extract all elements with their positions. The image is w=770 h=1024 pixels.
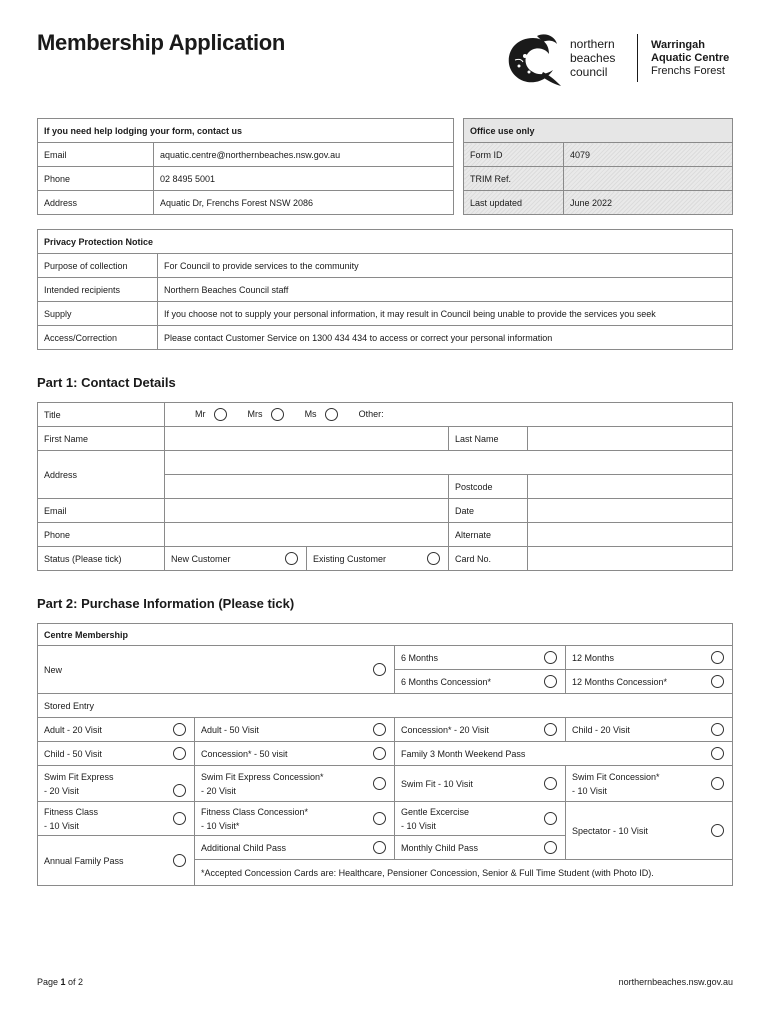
help-heading: If you need help lodging your form, contact us [38,119,454,143]
family3-option [395,742,733,766]
swimfit-conc-sub: - 10 Visit [572,785,607,796]
swimfit-express-option [38,766,195,802]
child20-label: Child - 20 Visit [572,724,630,735]
centre-line-2: Aquatic Centre [651,52,730,64]
child20-option [566,718,733,742]
office-heading: Office use only [464,119,733,143]
office-trim-value [564,167,733,191]
privacy-table [37,229,733,350]
footer-url: northernbeaches.nsw.gov.au [618,977,733,987]
existing-customer-option [307,547,449,571]
conc50-label: Concession* - 50 visit [201,748,288,759]
twelve-months-conc-radio[interactable] [711,675,724,688]
twelve-months-conc-label: 12 Months Concession* [572,676,668,687]
new-customer-label: New Customer [171,553,231,564]
part2-heading: Part 2: Purchase Information (Please tick) [37,596,295,611]
existing-customer-label: Existing Customer [313,553,387,564]
help-address-value: Aquatic Dr, Frenchs Forest NSW 2086 [154,191,454,215]
six-months-radio[interactable] [544,651,557,664]
fitness-conc-option [195,802,395,836]
centre-name [651,39,729,78]
title-mrs-radio[interactable] [271,408,284,421]
swimfit10-label: Swim Fit - 10 Visit [401,778,473,789]
six-months-option [395,646,566,670]
phone-label: Phone [38,523,165,547]
stored-entry-heading: Stored Entry [38,694,733,718]
title-options [165,403,733,427]
additional-child-option [195,836,395,860]
last-name-label: Last Name [449,427,528,451]
privacy-recipients-label: Intended recipients [38,278,158,302]
alternate-label: Alternate [449,523,528,547]
swimfit10-option [395,766,566,802]
first-name-label: First Name [38,427,165,451]
family3-label: Family 3 Month Weekend Pass [401,748,526,759]
title-other-label: Other: [358,408,384,419]
last-name-field[interactable] [528,427,733,451]
six-months-conc-radio[interactable] [544,675,557,688]
office-trim-label: TRIM Ref. [464,167,564,191]
fitness-sub: - 10 Visit [44,821,79,831]
help-address-label: Address [38,191,154,215]
annual-family-option [38,836,195,886]
annual-family-radio[interactable] [173,854,186,867]
swimfit-express-conc-radio[interactable] [373,777,386,790]
fitness-conc-radio[interactable] [373,812,386,825]
status-label: Status (Please tick) [38,547,165,571]
purchase-table [37,623,733,886]
twelve-months-conc-option [566,670,733,694]
centre-membership-heading: Centre Membership [38,624,733,646]
adult50-radio[interactable] [373,723,386,736]
conc20-option [395,718,566,742]
conc50-option [195,742,395,766]
twelve-months-radio[interactable] [711,651,724,664]
existing-customer-radio[interactable] [427,552,440,565]
swimfit-express-conc-label: Swim Fit Express Concession* [201,771,324,782]
family3-radio[interactable] [711,747,724,760]
swimfit-conc-option [566,766,733,802]
gentle-option [395,802,566,836]
help-email-label: Email [38,143,154,167]
title-ms-radio[interactable] [325,408,338,421]
new-radio[interactable] [373,663,386,676]
privacy-recipients-value: Northern Beaches Council staff [158,278,733,302]
child50-option [38,742,195,766]
new-membership-option [38,646,395,694]
monthly-child-option [395,836,566,860]
adult20-radio[interactable] [173,723,186,736]
council-line-3: council [570,65,608,79]
adult50-label: Adult - 50 Visit [201,724,259,735]
address-field-line1[interactable] [165,451,733,475]
phone-field[interactable] [165,523,449,547]
monthly-child-radio[interactable] [544,841,557,854]
email-label: Email [38,499,165,523]
help-contact-table [37,118,454,215]
child50-radio[interactable] [173,747,186,760]
swimfit-express-conc-option [195,766,395,802]
monthly-child-label: Monthly Child Pass [401,842,479,853]
gentle-sub: - 10 Visit [401,821,436,831]
council-line-2: beaches [570,51,616,65]
council-name [570,37,615,79]
first-name-field[interactable] [165,427,449,451]
office-form-id-value: 4079 [564,143,733,167]
help-phone-value: 02 8495 5001 [154,167,454,191]
swimfit-express-sub: - 20 Visit [44,785,79,796]
centre-line-1: Warringah [651,39,705,51]
postcode-label: Postcode [449,475,528,499]
privacy-heading: Privacy Protection Notice [38,230,733,254]
privacy-access-label: Access/Correction [38,326,158,350]
fitness-label: Fitness Class [44,807,99,817]
new-label: New [44,664,63,675]
swimfit-express-conc-sub: - 20 Visit [201,785,236,796]
northern-beaches-logo-icon [503,32,563,87]
spectator-radio[interactable] [711,824,724,837]
logo-divider [637,34,638,82]
privacy-supply-value: If you choose not to supply your personal information, it may result in Council being unable to provide the services you seek [158,302,733,326]
contact-details-table [37,402,733,571]
swimfit-conc-label: Swim Fit Concession* [572,771,660,782]
office-use-table [463,118,733,215]
twelve-months-option [566,646,733,670]
swimfit-express-radio[interactable] [173,784,186,797]
office-updated-value: June 2022 [564,191,733,215]
spectator-label: Spectator - 10 Visit [572,825,648,836]
part1-heading: Part 1: Contact Details [37,375,176,390]
postcode-field[interactable] [528,475,733,499]
centre-line-3: Frenchs Forest [651,65,725,77]
council-line-1: northern [570,37,615,51]
privacy-purpose-label: Purpose of collection [38,254,158,278]
annual-family-label: Annual Family Pass [44,855,124,866]
fitness-option [38,802,195,836]
help-phone-label: Phone [38,167,154,191]
new-customer-radio[interactable] [285,552,298,565]
office-updated-label: Last updated [464,191,564,215]
six-months-label: 6 Months [401,652,439,663]
child20-radio[interactable] [711,723,724,736]
office-form-id-label: Form ID [464,143,564,167]
gentle-radio[interactable] [544,812,557,825]
additional-child-radio[interactable] [373,841,386,854]
adult20-option [38,718,195,742]
title-mr-label: Mr [195,408,206,419]
swimfit10-radio[interactable] [544,777,557,790]
privacy-purpose-value: For Council to provide services to the community [158,254,733,278]
spectator-option [566,802,733,860]
council-logo [503,32,743,87]
six-months-conc-label: 6 Months Concession* [401,676,492,687]
page-title: Membership Application [37,30,286,55]
conc20-label: Concession* - 20 Visit [401,724,489,735]
privacy-supply-label: Supply [38,302,158,326]
address-field-line2[interactable] [165,475,449,499]
new-customer-option [165,547,307,571]
twelve-months-label: 12 Months [572,652,615,663]
additional-child-label: Additional Child Pass [201,842,287,853]
card-no-field[interactable] [528,547,733,571]
title-label: Title [38,403,165,427]
conc50-radio[interactable] [373,747,386,760]
page-number [37,977,83,987]
conc20-radio[interactable] [544,723,557,736]
page-current: 1 [60,977,66,987]
fitness-conc-label: Fitness Class Concession* [201,807,309,817]
child50-label: Child - 50 Visit [44,748,102,759]
adult20-label: Adult - 20 Visit [44,724,102,735]
title-ms-label: Ms [304,408,317,419]
fitness-conc-sub: - 10 Visit* [201,821,240,831]
page-prefix: Page [37,977,61,987]
concession-note: *Accepted Concession Cards are: Healthcare, Pensioner Concession, Senior & Full Time Student (with Photo ID). [195,860,733,886]
six-months-conc-option [395,670,566,694]
fitness-radio[interactable] [173,812,186,825]
swimfit-conc-radio[interactable] [711,777,724,790]
address-label: Address [38,451,165,499]
date-label: Date [449,499,528,523]
adult50-option [195,718,395,742]
page-suffix: of 2 [65,977,84,987]
swimfit-express-label: Swim Fit Express [44,771,114,782]
card-no-label: Card No. [449,547,528,571]
title-mr-radio[interactable] [214,408,227,421]
date-field[interactable] [528,499,733,523]
alternate-field[interactable] [528,523,733,547]
title-mrs-label: Mrs [247,408,263,419]
privacy-access-value: Please contact Customer Service on 1300 434 434 to access or correct your personal information [158,326,733,350]
help-email-value: aquatic.centre@northernbeaches.nsw.gov.au [154,143,454,167]
email-field[interactable] [165,499,449,523]
gentle-label: Gentle Excercise [401,807,470,817]
